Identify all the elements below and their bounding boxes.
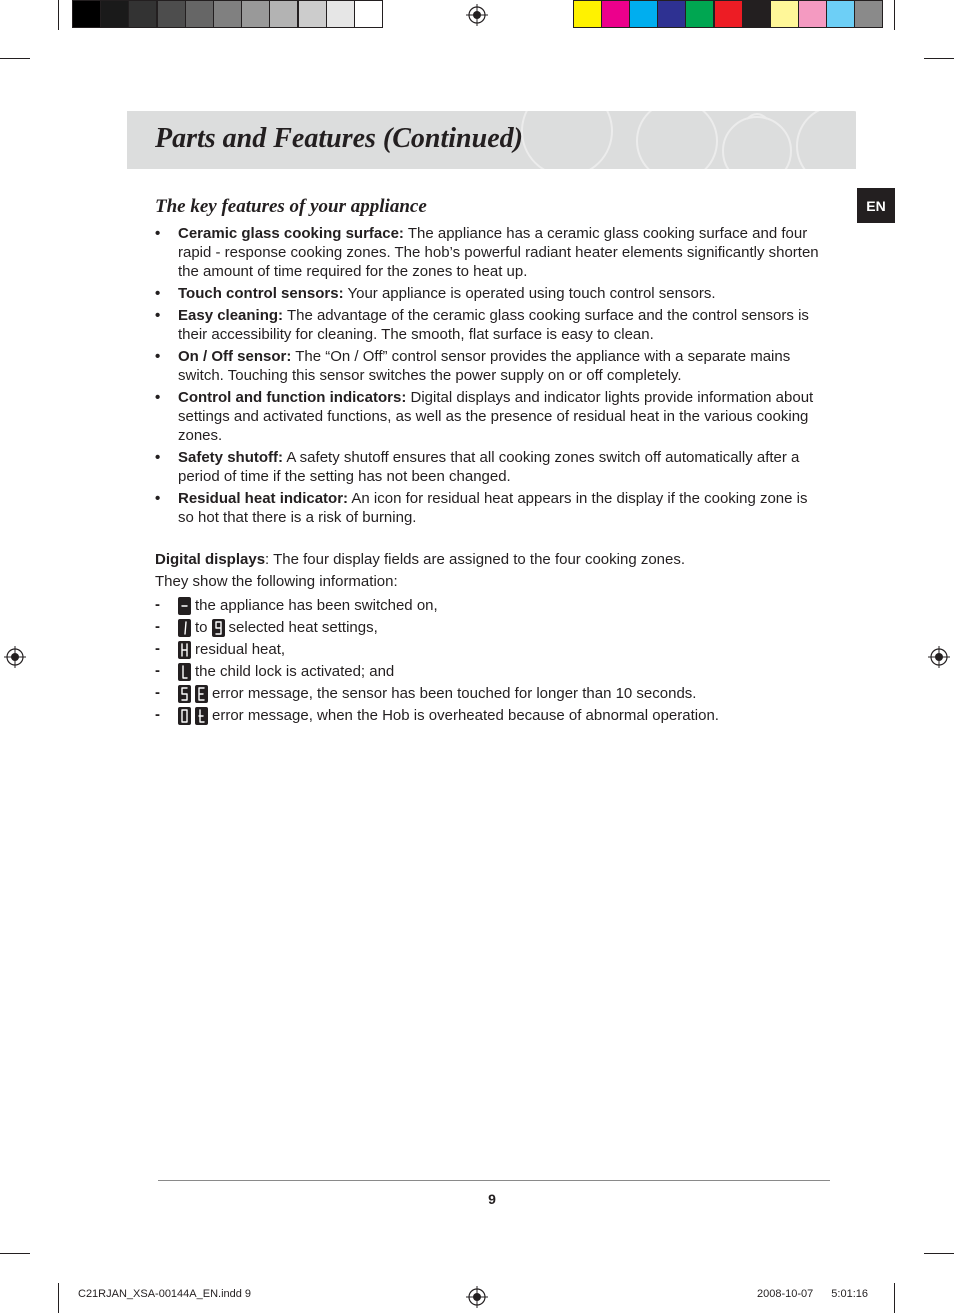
gray-swatch <box>241 0 270 28</box>
color-swatch <box>629 0 658 28</box>
digital-desc: : The four display fields are assigned to the four cooking zones. <box>265 551 686 568</box>
list-item <box>155 306 820 344</box>
list-item <box>155 224 820 281</box>
section-heading: The key features of your appliance <box>155 196 427 217</box>
gray-swatch <box>72 0 101 28</box>
registration-mark-icon <box>928 646 950 668</box>
display-desc: selected heat settings, <box>228 618 378 636</box>
color-swatch <box>657 0 686 28</box>
gray-swatch <box>213 0 242 28</box>
display-desc: error message, when the Hob is overheated because of abnormal operation. <box>212 706 719 724</box>
feature-term: Easy cleaning: <box>178 307 284 324</box>
letter-l-segment-icon <box>178 663 191 681</box>
letter-o-segment-icon <box>178 707 191 725</box>
registration-mark-icon <box>466 1286 488 1308</box>
list-item <box>155 660 820 682</box>
color-swatch <box>854 0 883 28</box>
display-desc: residual heat, <box>195 640 286 658</box>
list-item <box>155 347 820 385</box>
bullet: • <box>155 389 161 406</box>
dash-bullet: - <box>155 596 160 613</box>
page-number: 9 <box>488 1191 496 1207</box>
list-item <box>155 638 820 660</box>
bullet: • <box>155 449 161 466</box>
vegetable-watermark-icon <box>507 111 856 169</box>
gray-swatch <box>128 0 157 28</box>
letter-h-segment-icon <box>178 641 191 659</box>
crop-mark <box>894 1283 895 1313</box>
registration-mark-icon <box>4 646 26 668</box>
list-item <box>155 489 820 527</box>
list-item <box>155 616 820 638</box>
feature-desc: An icon for residual heat appears in the display if the cooking zone is so hot that there is a risk of burning. <box>178 490 808 526</box>
color-swatch <box>770 0 799 28</box>
bullet: • <box>155 285 161 302</box>
dash-bullet: - <box>155 706 160 723</box>
display-desc: the child lock is activated; and <box>195 662 395 680</box>
to-joiner: to <box>195 618 208 636</box>
list-item <box>155 388 820 445</box>
bullet: • <box>155 348 161 365</box>
letter-t-segment-icon <box>195 707 208 725</box>
color-swatch <box>798 0 827 28</box>
crop-mark <box>58 1283 59 1313</box>
gray-swatch <box>298 0 327 28</box>
feature-term: Safety shutoff: <box>178 449 283 466</box>
feature-term: Control and function indicators: <box>178 389 407 406</box>
registration-mark-icon <box>466 4 488 26</box>
slug-time: 5:01:16 <box>831 1288 868 1300</box>
digit-9-segment-icon <box>212 619 225 637</box>
list-item <box>155 448 820 486</box>
feature-desc: The advantage of the ceramic glass cooking surface and the control sensors is their accessibility for cleaning. The smooth, flat surface is easy to clean. <box>178 307 809 343</box>
gray-swatch <box>354 0 383 28</box>
gray-swatch <box>326 0 355 28</box>
display-desc: error message, the sensor has been touched for longer than 10 seconds. <box>212 684 697 702</box>
feature-term: Ceramic glass cooking surface: <box>178 225 404 242</box>
feature-term: Touch control sensors: <box>178 285 344 302</box>
color-swatch <box>685 0 714 28</box>
crop-mark <box>0 58 30 59</box>
gray-swatch <box>185 0 214 28</box>
feature-term: Residual heat indicator: <box>178 490 349 507</box>
crop-mark <box>894 0 895 30</box>
dash-bullet: - <box>155 662 160 679</box>
letter-e-segment-icon <box>195 685 208 703</box>
color-swatch <box>714 0 743 28</box>
digital-term: Digital displays <box>155 551 266 568</box>
dash-bullet: - <box>155 618 160 635</box>
display-desc: the appliance has been switched on, <box>195 596 438 614</box>
language-tab: EN <box>857 188 895 223</box>
color-swatch <box>601 0 630 28</box>
list-item <box>155 682 820 704</box>
digital-line2: They show the following information: <box>155 573 398 590</box>
digit-1-segment-icon <box>178 619 191 637</box>
letter-s-segment-icon <box>178 685 191 703</box>
feature-desc: Digital displays and indicator lights provide information about settings and activated functions, as well as the presence of residual heat in the various cooking zones. <box>178 389 814 444</box>
bullet: • <box>155 225 161 242</box>
crop-mark <box>0 1253 30 1254</box>
list-item <box>155 594 820 616</box>
gray-swatch <box>157 0 186 28</box>
color-swatch <box>573 0 602 28</box>
dash-bullet: - <box>155 684 160 701</box>
feature-desc: A safety shutoff ensures that all cooking zones switch off automatically after a period of time if the setting has not been changed. <box>178 449 800 485</box>
dash-bullet: - <box>155 640 160 657</box>
slug-filename: C21RJAN_XSA-00144A_EN.indd 9 <box>78 1288 252 1300</box>
bullet: • <box>155 307 161 324</box>
features-list <box>155 224 820 530</box>
crop-mark <box>924 1253 954 1254</box>
list-item <box>155 284 820 303</box>
list-item <box>155 704 820 726</box>
display-symbols-list <box>155 594 820 726</box>
footer-rule <box>158 1180 830 1181</box>
feature-desc: The appliance has a ceramic glass cooking surface and four rapid - response cooking zones. The hob’s powerful radiant heater elements significantly shorten the amount of time required for the zones to heat up. <box>178 225 819 280</box>
gray-swatch <box>100 0 129 28</box>
dash-segment-icon <box>178 597 191 615</box>
color-swatch <box>742 0 771 28</box>
crop-mark <box>924 58 954 59</box>
color-swatch <box>826 0 855 28</box>
bullet: • <box>155 490 161 507</box>
feature-desc: The “On / Off” control sensor provides the appliance with a separate mains switch. Touching this sensor switches the power supply on or off completely. <box>178 348 791 384</box>
slug-date: 2008-10-07 <box>757 1288 814 1300</box>
page-title: Parts and Features (Continued) <box>155 123 523 154</box>
digital-displays-paragraph <box>155 550 820 591</box>
feature-desc: Your appliance is operated using touch control sensors. <box>343 285 716 302</box>
crop-mark <box>58 0 59 30</box>
feature-term: On / Off sensor: <box>178 348 292 365</box>
header-banner <box>127 111 856 169</box>
gray-swatch <box>269 0 298 28</box>
slug-timestamp <box>757 1288 868 1300</box>
